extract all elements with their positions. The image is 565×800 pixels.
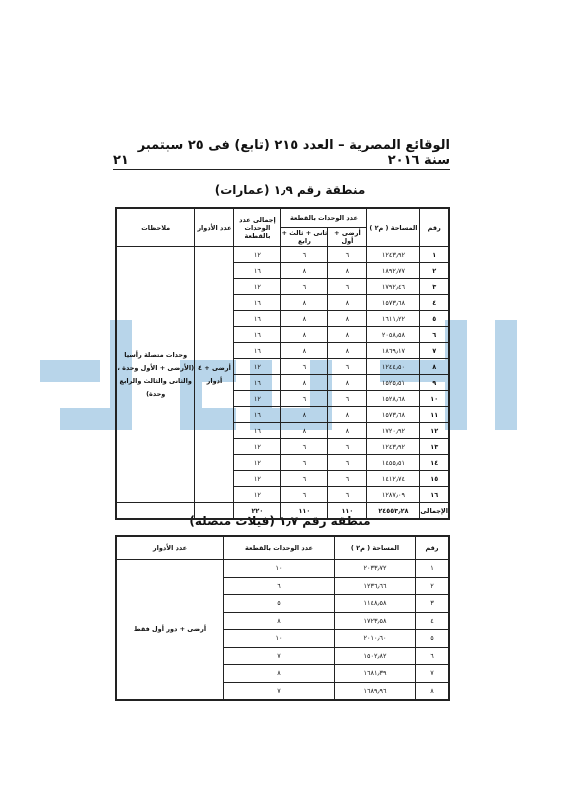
row-ground-first-units: ٦ xyxy=(328,247,367,263)
row-number: ٨ xyxy=(416,682,450,700)
row-area: ١٧٩٢٫٤٦ xyxy=(367,279,420,295)
row-number: ٥ xyxy=(416,630,450,648)
row-units: ٧ xyxy=(224,682,335,700)
row-area: ١٦١١٫٢٢ xyxy=(367,311,420,327)
buildings-table xyxy=(115,207,450,520)
row-units: ٨ xyxy=(224,665,335,683)
row-number: ١٤ xyxy=(420,455,449,471)
row-units: ٦ xyxy=(224,577,335,595)
row-number: ٤ xyxy=(420,295,449,311)
row-ground-first-units: ٨ xyxy=(328,375,367,391)
row-area: ٢٠٥٨٫٥٨ xyxy=(367,327,420,343)
row-number: ٧ xyxy=(420,343,449,359)
row-number: ٧ xyxy=(416,665,450,683)
row-area: ١٢٨٧٫٠٩ xyxy=(367,487,420,503)
row-area: ١٦٨٩٫٩٦ xyxy=(335,682,416,700)
row-ground-first-units: ٨ xyxy=(328,423,367,439)
row-number: ١٢ xyxy=(420,423,449,439)
row-ground-first-units: ٨ xyxy=(328,407,367,423)
row-area: ١٢٣٦٫٦٦ xyxy=(335,577,416,595)
row-total-units: ١٦ xyxy=(234,407,281,423)
row-ground-first-units: ٦ xyxy=(328,455,367,471)
row-number: ٣ xyxy=(416,595,450,613)
notes-value: وحدات متصلة رأسيا (الأرضى + الأول وحدة ، والثانى والثالث والرابع وحدة) xyxy=(116,247,195,503)
total-units: ٢٢٠ xyxy=(234,503,281,520)
row-number: ٢ xyxy=(420,263,449,279)
col-area-header: المساحة ( م٢ ) xyxy=(335,536,416,560)
row-ground-first-units: ٨ xyxy=(328,311,367,327)
row-ground-first-units: ٦ xyxy=(328,359,367,375)
row-upper-units: ٦ xyxy=(281,279,328,295)
row-number: ١ xyxy=(420,247,449,263)
col-total-units-header: إجمالى عدد الوحدات بالقطعة xyxy=(234,208,281,247)
row-total-units: ١٢ xyxy=(234,455,281,471)
row-upper-units: ٨ xyxy=(281,327,328,343)
row-ground-first-units: ٨ xyxy=(328,327,367,343)
row-area: ١٤١٢٫٧٤ xyxy=(367,471,420,487)
row-total-units: ١٦ xyxy=(234,263,281,279)
row-total-units: ١٦ xyxy=(234,327,281,343)
total-ground-first-units: ١١٠ xyxy=(328,503,367,520)
row-area: ١٥٧٣٫٦٨ xyxy=(367,295,420,311)
table-row xyxy=(116,247,449,263)
col-ground-first-header: أرضى + أول xyxy=(328,228,367,247)
page-header xyxy=(113,138,450,168)
header-title: الوقائع المصرية – العدد ٢١٥ (تابع) فى ٢٥ سبتمبر سنة ٢٠١٦ xyxy=(137,138,450,168)
row-number: ٦ xyxy=(420,327,449,343)
total-label: الإجمالى xyxy=(420,503,449,520)
row-total-units: ١٦ xyxy=(234,343,281,359)
row-upper-units: ٦ xyxy=(281,487,328,503)
row-area: ١٢٤٤٫٥٠ xyxy=(367,359,420,375)
row-upper-units: ٨ xyxy=(281,407,328,423)
col-num-header: رقم xyxy=(416,536,450,560)
row-upper-units: ٨ xyxy=(281,375,328,391)
row-area: ١١٤٨٫٥٨ xyxy=(335,595,416,613)
row-number: ٢ xyxy=(416,577,450,595)
buildings-table-body xyxy=(116,247,449,520)
total-row xyxy=(116,503,449,520)
row-total-units: ١٢ xyxy=(234,439,281,455)
col-floors-header: عدد الأدوار xyxy=(116,536,224,560)
row-upper-units: ٦ xyxy=(281,247,328,263)
row-upper-units: ٦ xyxy=(281,391,328,407)
row-area: ١٥٢٨٫٦٨ xyxy=(367,391,420,407)
row-area: ١٥٧٣٫٦٨ xyxy=(367,407,420,423)
col-units-group-header: عدد الوحدات بالقطعة xyxy=(281,208,367,228)
row-upper-units: ٨ xyxy=(281,311,328,327)
row-number: ٤ xyxy=(416,612,450,630)
col-units-header: عدد الوحدات بالقطعة xyxy=(224,536,335,560)
row-ground-first-units: ٦ xyxy=(328,487,367,503)
row-ground-first-units: ٦ xyxy=(328,439,367,455)
row-total-units: ١٦ xyxy=(234,295,281,311)
row-ground-first-units: ٦ xyxy=(328,279,367,295)
row-number: ٥ xyxy=(420,311,449,327)
total-upper-units: ١١٠ xyxy=(281,503,328,520)
zone-1-9-title: منطقة رقم ١٫٩ (عمارات) xyxy=(214,183,366,197)
row-number: ٣ xyxy=(420,279,449,295)
empty-cell xyxy=(116,503,195,520)
row-area: ١٥٢٥٫٥١ xyxy=(367,375,420,391)
row-area: ١٤٥٥٫٥١ xyxy=(367,455,420,471)
row-units: ٧ xyxy=(224,647,335,665)
empty-cell xyxy=(195,503,234,520)
row-area: ١٢٤٣٫٩٢ xyxy=(367,439,420,455)
row-number: ٩ xyxy=(420,375,449,391)
row-area: ١٧٢٣٫٥٨ xyxy=(335,612,416,630)
row-total-units: ١٢ xyxy=(234,487,281,503)
row-area: ١٨٦٩٫١٧ xyxy=(367,343,420,359)
header-divider xyxy=(113,169,450,170)
row-total-units: ١٢ xyxy=(234,247,281,263)
row-upper-units: ٨ xyxy=(281,263,328,279)
row-area: ٢٠١٠٫٦٠ xyxy=(335,630,416,648)
col-notes-header: ملاحظات xyxy=(116,208,195,247)
row-number: ١ xyxy=(416,560,450,578)
row-upper-units: ٨ xyxy=(281,295,328,311)
villas-table xyxy=(115,535,450,701)
row-units: ١٠ xyxy=(224,630,335,648)
row-upper-units: ٨ xyxy=(281,423,328,439)
col-floors-header: عدد الأدوار xyxy=(195,208,234,247)
row-number: ١٣ xyxy=(420,439,449,455)
total-area: ٢٤٥٥٣٫٢٨ xyxy=(367,503,420,520)
col-num-header: رقم xyxy=(420,208,449,247)
row-total-units: ١٢ xyxy=(234,279,281,295)
row-area: ١٨٩٢٫٧٧ xyxy=(367,263,420,279)
row-number: ٦ xyxy=(416,647,450,665)
row-ground-first-units: ٦ xyxy=(328,471,367,487)
row-ground-first-units: ٨ xyxy=(328,295,367,311)
page-number: ٢١ xyxy=(113,153,129,168)
row-upper-units: ٦ xyxy=(281,471,328,487)
col-upper-floors-header: ثانى + ثالث + رابع xyxy=(281,229,328,245)
row-area: ١٦٨١٫٣٩ xyxy=(335,665,416,683)
row-total-units: ١٢ xyxy=(234,391,281,407)
row-total-units: ١٦ xyxy=(234,423,281,439)
row-ground-first-units: ٨ xyxy=(328,263,367,279)
row-number: ١٠ xyxy=(420,391,449,407)
row-ground-first-units: ٨ xyxy=(328,343,367,359)
row-units: ١٠ xyxy=(224,560,335,578)
row-number: ٨ xyxy=(420,359,449,375)
row-upper-units: ٨ xyxy=(281,343,328,359)
villas-table-body xyxy=(116,560,449,701)
row-total-units: ١٦ xyxy=(234,375,281,391)
row-units: ٥ xyxy=(224,595,335,613)
row-number: ١٦ xyxy=(420,487,449,503)
row-upper-units: ٦ xyxy=(281,439,328,455)
floors-value: أرضى + ٤ أدوار xyxy=(195,247,234,503)
floors-value: أرضى + دور أول فقط xyxy=(116,560,224,701)
table-row xyxy=(116,560,449,578)
zone-1-7-title: منطقة رقم ١٫٧ (فيلات متصلة) xyxy=(189,514,371,528)
col-area-header: المساحة ( م٢ ) xyxy=(367,208,420,247)
row-upper-units: ٦ xyxy=(281,455,328,471)
row-units: ٨ xyxy=(224,612,335,630)
row-area: ١٥٠٢٫٨٢ xyxy=(335,647,416,665)
row-number: ١٥ xyxy=(420,471,449,487)
row-number: ١١ xyxy=(420,407,449,423)
row-area: ١٧٢٠٫٩٢ xyxy=(367,423,420,439)
row-area: ١٢٤٣٫٩٢ xyxy=(367,247,420,263)
row-total-units: ١٦ xyxy=(234,311,281,327)
row-upper-units: ٦ xyxy=(281,359,328,375)
row-ground-first-units: ٦ xyxy=(328,391,367,407)
row-total-units: ١٢ xyxy=(234,471,281,487)
row-total-units: ١٢ xyxy=(234,359,281,375)
row-area: ٢٠٣٣٫٧٢ xyxy=(335,560,416,578)
